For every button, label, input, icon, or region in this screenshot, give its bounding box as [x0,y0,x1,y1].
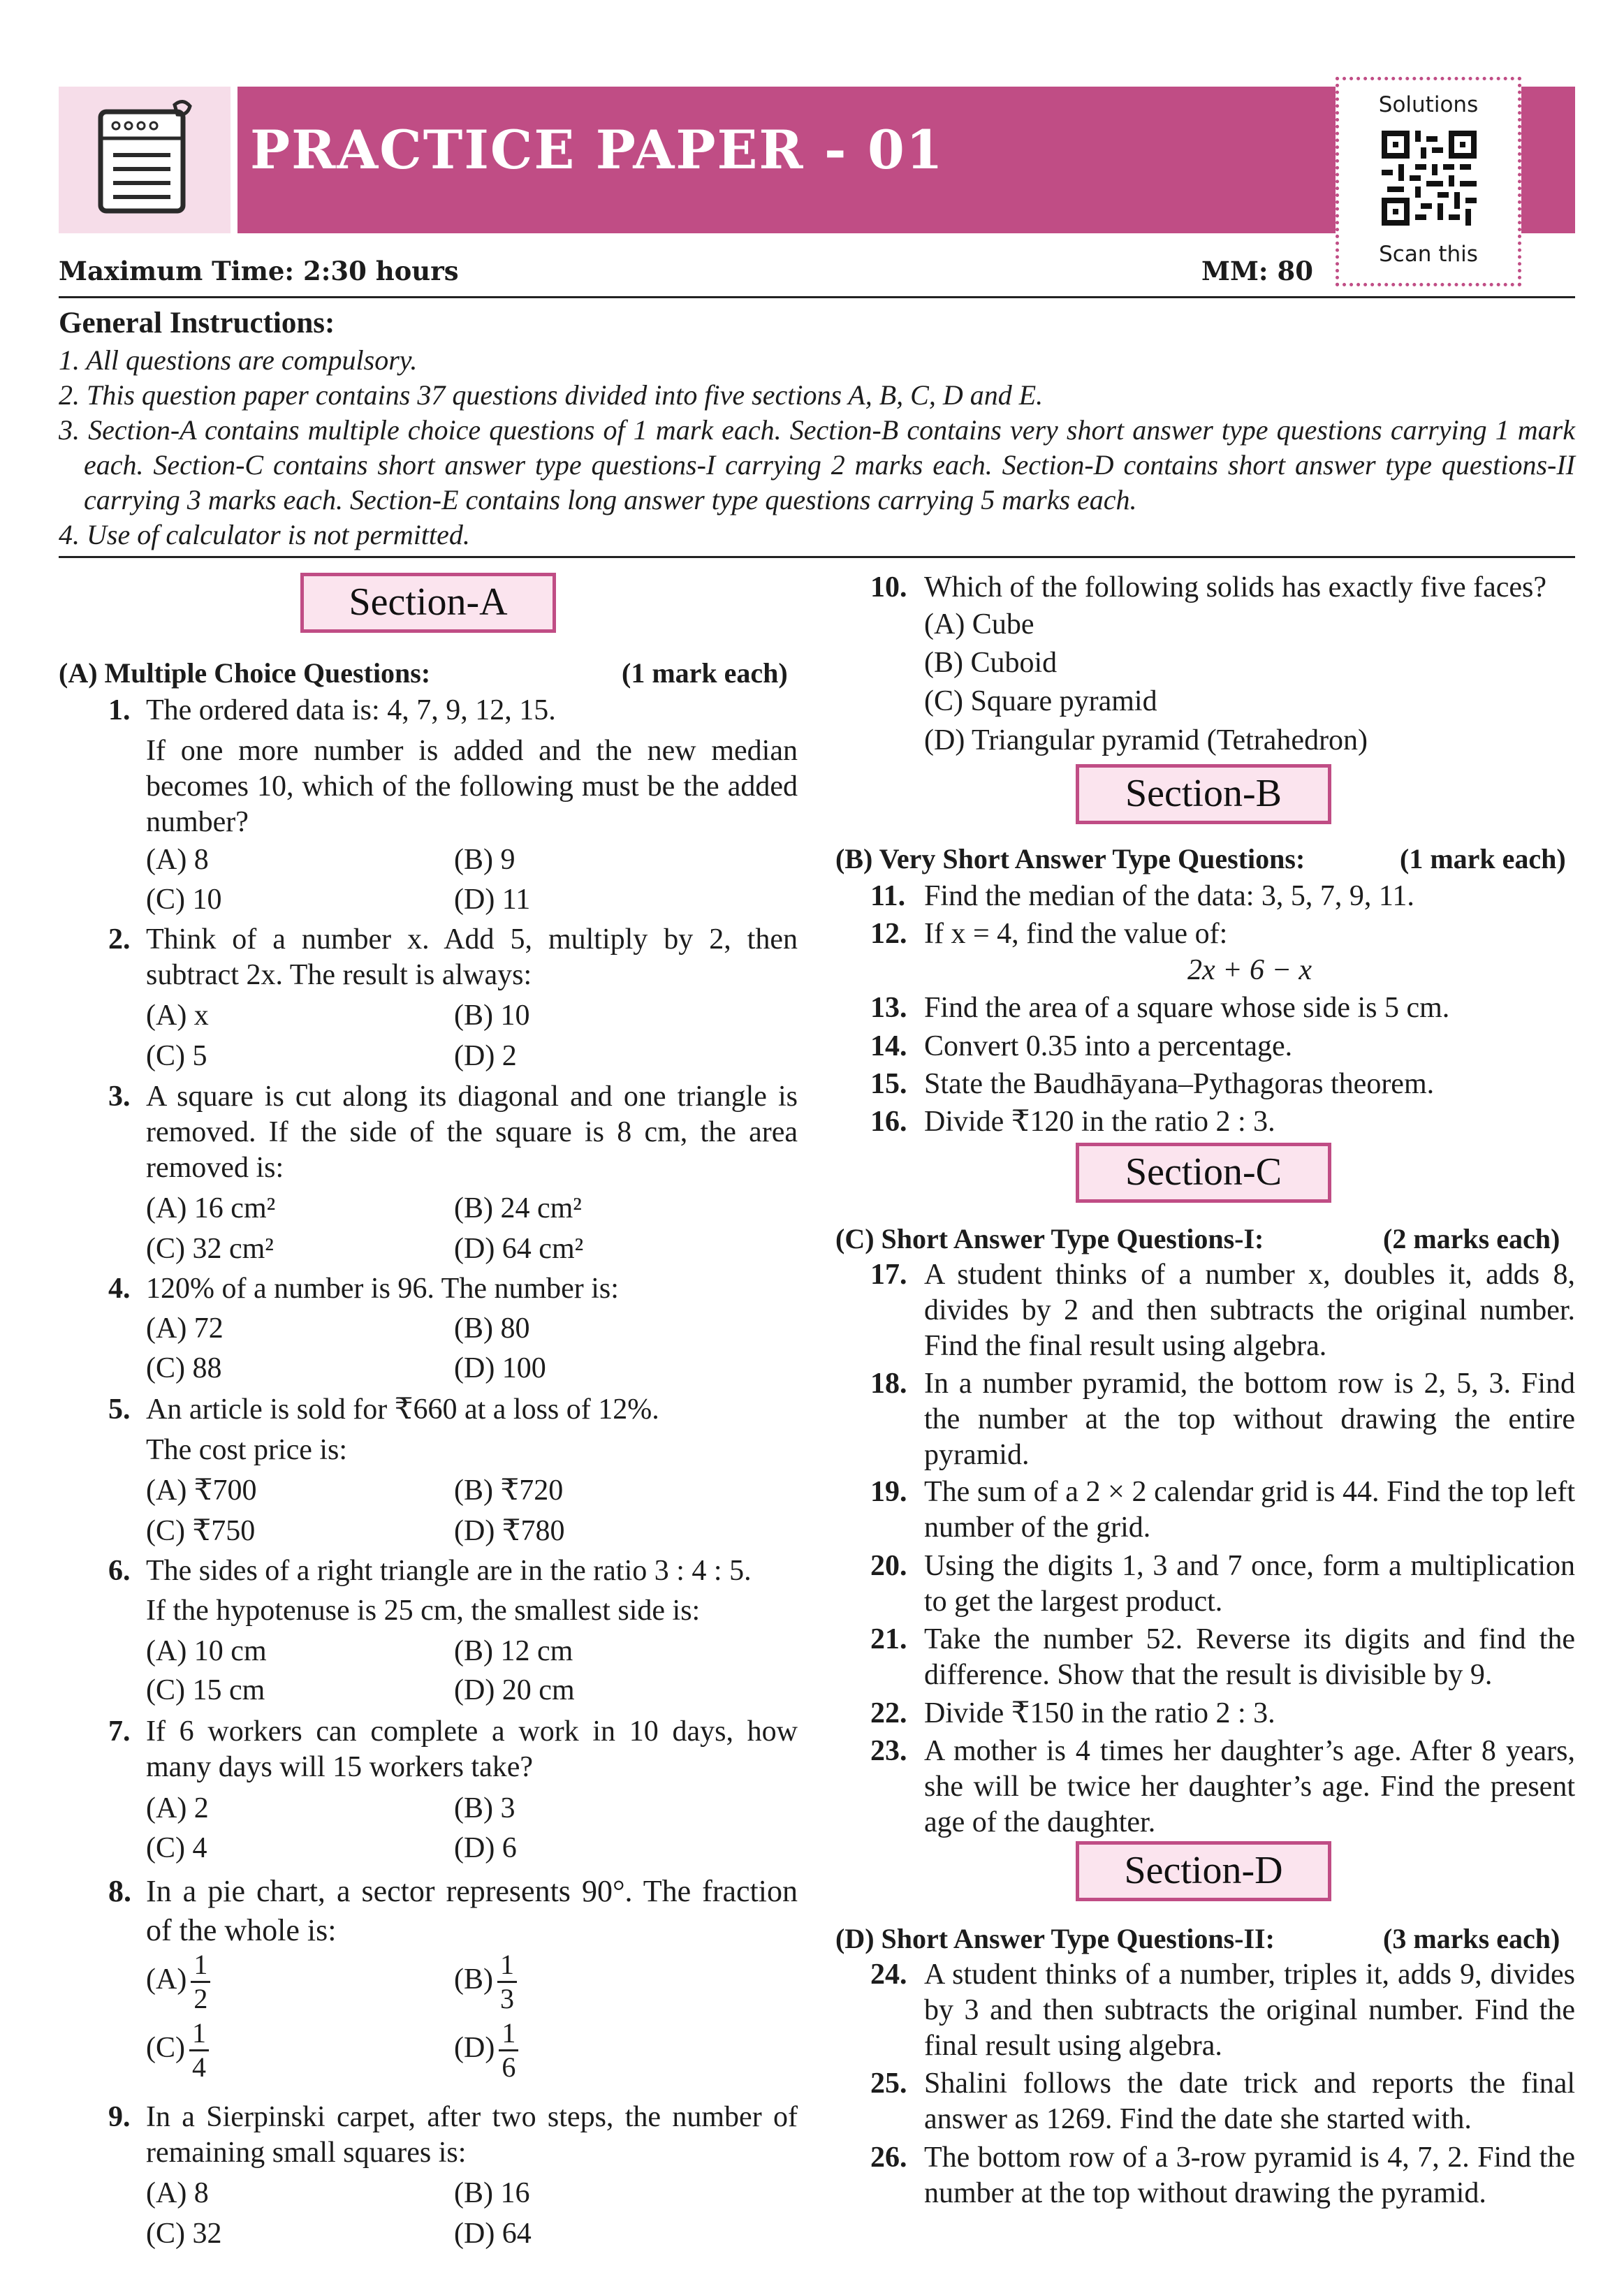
question-5-text: The cost price is: [146,1434,348,1466]
question-number: 5. [108,1393,131,1426]
question-text: In a number pyramid, the bottom row is 2, 5, 3. Find the number at the top without drawing the entire pyramid. [924,1368,1575,1471]
option-c[interactable]: (C) 5 [146,1040,207,1072]
option-b[interactable]: (B) 3 [454,1792,515,1824]
fraction [191,1949,210,2015]
max-time: Maximum Time: 2:30 hours [59,256,459,286]
denominator: 2 [193,1983,208,2014]
question-text: 120% of a number is 96. The number is: [146,1273,619,1305]
question-number: 20. [870,1550,907,1582]
question-10 [870,570,1575,608]
section-c-title: Section-C [1076,1143,1331,1203]
option-d[interactable]: (D) 2 [454,1040,517,1072]
divider [59,556,1575,558]
numerator: 1 [499,2017,518,2051]
question-text: Take the number 52. Reverse its digits and find the difference. Show that the result is divisible by 9. [924,1623,1575,1691]
option-c[interactable]: (C) 10 [146,884,222,916]
denominator: 3 [500,1983,514,2014]
question-11 [870,879,1575,917]
question-21 [870,1622,1575,1699]
question-number: 23. [870,1735,907,1767]
question-19 [870,1474,1575,1551]
question-text: Convert 0.35 into a percentage. [924,1030,1293,1062]
option-c[interactable]: (C) 32 cm² [146,1233,274,1265]
question-text: Shalini follows the date trick and reports the final answer as 1269. Find the date she started with. [924,2067,1575,2135]
denominator: 4 [192,2051,206,2083]
option-label: (B) [454,1963,493,1996]
question-13 [870,990,1575,1029]
question-number: 6. [108,1555,131,1587]
question-text: State the Baudhāyana–Pythagoras theorem. [924,1068,1435,1100]
question-number: 8. [108,1874,131,1908]
question-number: 25. [870,2067,907,2100]
question-3 [108,1079,798,1191]
question-15 [870,1067,1575,1105]
option-a[interactable]: (A) 8 [146,2177,209,2209]
question-text: An article is sold for ₹660 at a loss of 12%. [146,1393,659,1426]
question-text: Divide ₹120 in the ratio 2 : 3. [924,1106,1275,1138]
section-a-title: Section-A [300,573,556,633]
page-title: PRACTICE PAPER - 01 [250,119,944,181]
qr-bottom-label: Scan this [1379,242,1478,267]
option-d[interactable]: (D) 64 cm² [454,1233,584,1265]
section-b-title: Section-B [1076,764,1331,824]
section-a-group: (A) Multiple Choice Questions: [59,657,431,689]
numerator: 1 [191,1949,210,1983]
question-number: 16. [870,1106,907,1138]
instruction-line: carrying 3 marks each. Section-E contains long answer type questions carrying 5 marks each. [84,484,1137,515]
question-24 [870,1957,1575,2069]
section-b-marks: (1 mark each) [1400,843,1566,874]
instructions-heading: General Instructions: [59,307,335,339]
denominator: 6 [502,2051,516,2083]
question-20 [870,1549,1575,1625]
header-icon-panel [59,87,231,233]
question-7 [108,1714,798,1791]
option-c[interactable] [146,2017,209,2084]
question-14 [870,1029,1575,1067]
question-text: Using the digits 1, 3 and 7 once, form a multiplication to get the largest product. [924,1550,1575,1618]
question-number: 7. [108,1715,131,1748]
option-d[interactable]: (D) ₹780 [454,1515,565,1547]
instruction-line: 4. Use of calculator is not permitted. [59,519,470,550]
numerator: 1 [497,1949,517,1983]
question-12 [870,916,1575,955]
option-label: (D) [454,2032,495,2065]
instruction-line: 2. This question paper contains 37 questions divided into five sections A, B, C, D and E. [59,379,1044,411]
section-d-marks: (3 marks each) [1383,1923,1560,1954]
question-number: 13. [870,992,907,1024]
question-number: 10. [870,571,907,603]
question-text: In a Sierpinski carpet, after two steps, the number of remaining small squares is: [146,2101,798,2169]
option-d[interactable]: (D) 64 [454,2218,532,2250]
question-number: 24. [870,1959,907,1991]
option-b[interactable] [454,1949,517,2015]
option-a[interactable]: (A) 8 [146,844,209,876]
option-d[interactable] [454,2017,518,2084]
question-1-text: If one more number is added and the new median becomes 10, which of the following must be the added number? [146,735,798,838]
question-text: If 6 workers can complete a work in 10 days, how many days will 15 workers take? [146,1715,798,1783]
section-a-marks: (1 mark each) [622,657,788,689]
qr-code-icon[interactable] [1382,131,1477,226]
question-text: Which of the following solids has exactly five faces? [924,571,1547,603]
question-text: A square is cut along its diagonal and one triangle is removed. If the side of the square is 8 cm, the area removed is: [146,1081,798,1184]
option-c[interactable]: (C) 32 [146,2218,222,2250]
option-b[interactable]: (B) ₹720 [454,1474,564,1507]
question-text: Think of a number x. Add 5, multiply by 2, then subtract 2x. The result is always: [146,923,798,991]
question-text: The sum of a 2 × 2 calendar grid is 44. Find the top left number of the grid. [924,1476,1575,1544]
question-number: 4. [108,1273,131,1305]
question-text: The ordered data is: 4, 7, 9, 12, 15. [146,694,556,726]
section-d-group: (D) Short Answer Type Questions-II: [835,1923,1275,1954]
option-a[interactable]: (A) 2 [146,1792,209,1824]
option-d[interactable]: (D) 6 [454,1832,517,1864]
question-number: 19. [870,1476,907,1508]
option-c[interactable]: (C) ₹750 [146,1515,256,1547]
option-a[interactable]: (A) Cube [924,608,1034,640]
question-number: 17. [870,1259,907,1291]
max-marks: MM: 80 [1201,256,1313,286]
instruction-line: 3. Section-A contains multiple choice questions of 1 mark each. Section-B contains very short answer type questions carrying 1 mark [59,414,1575,446]
option-b[interactable]: (B) 12 cm [454,1635,573,1667]
question-number: 18. [870,1368,907,1400]
question-text: The bottom row of a 3-row pyramid is 4, 7, 2. Find the number at the top without drawing the pyramid. [924,2142,1575,2209]
question-23 [870,1734,1575,1845]
question-8 [108,1872,798,1956]
option-d[interactable]: (D) 11 [454,884,531,916]
question-17 [870,1257,1575,1369]
question-25 [870,2066,1575,2143]
question-22 [870,1696,1575,1734]
option-b[interactable]: (B) 10 [454,1000,530,1032]
question-text: Find the area of a square whose side is 5 cm. [924,992,1450,1024]
question-text: Divide ₹150 in the ratio 2 : 3. [924,1697,1275,1729]
question-text: If x = 4, find the value of: [924,918,1228,950]
question-number: 1. [108,694,131,726]
option-c[interactable]: (C) 88 [146,1352,222,1384]
option-c[interactable]: (C) Square pyramid [924,685,1157,717]
question-text: In a pie chart, a sector represents 90°. The fraction of the whole is: [146,1874,798,1947]
numerator: 1 [189,2017,209,2051]
option-label: (A) [146,1963,187,1996]
option-d[interactable]: (D) Triangular pyramid (Tetrahedron) [924,724,1368,756]
option-label: (C) [146,2032,185,2065]
question-number: 26. [870,2142,907,2174]
question-text: A student thinks of a number x, doubles it, adds 8, divides by 2 and then subtracts the original number. Find the final result using algebra. [924,1259,1575,1362]
question-9 [108,2100,798,2176]
option-b[interactable]: (B) 24 cm² [454,1192,582,1224]
option-a[interactable]: (A) ₹700 [146,1474,257,1507]
question-text: A mother is 4 times her daughter’s age. After 8 years, she will be twice her daughter’s age. Find the present age of the daughter. [924,1735,1575,1838]
question-5 [108,1392,798,1430]
question-text: Find the median of the data: 3, 5, 7, 9, 11. [924,880,1414,912]
option-c[interactable]: (C) 15 cm [146,1674,265,1706]
section-b-group: (B) Very Short Answer Type Questions: [835,843,1305,874]
exam-paper-icon [59,87,231,233]
option-d[interactable]: (D) 20 cm [454,1674,575,1706]
question-number: 14. [870,1030,907,1062]
question-number: 11. [870,880,906,912]
option-a[interactable]: (A) 10 cm [146,1635,267,1667]
question-6 [108,1553,798,1592]
question-16 [870,1104,1575,1143]
option-a[interactable]: (A) x [146,1000,209,1032]
question-number: 3. [108,1081,131,1113]
question-text: A student thinks of a number, triples it, adds 9, divides by 3 and then subtracts the original number. Find the final result using algebra. [924,1959,1575,2062]
option-a[interactable] [146,1949,210,2015]
question-4 [108,1271,798,1310]
question-26 [870,2140,1575,2252]
section-c-group: (C) Short Answer Type Questions-I: [835,1223,1264,1254]
option-a[interactable]: (A) 72 [146,1312,224,1345]
option-b[interactable]: (B) Cuboid [924,647,1058,679]
question-number: 15. [870,1068,907,1100]
section-d-title: Section-D [1076,1841,1331,1901]
option-b[interactable]: (B) 9 [454,844,515,876]
option-d[interactable]: (D) 100 [454,1352,546,1384]
question-18 [870,1366,1575,1478]
option-b[interactable]: (B) 80 [454,1312,530,1345]
question-number: 21. [870,1623,907,1655]
instruction-line: 1. All questions are compulsory. [59,344,418,376]
question-2 [108,922,798,999]
option-b[interactable]: (B) 16 [454,2177,530,2209]
fraction [499,2017,518,2084]
qr-top-label: Solutions [1378,92,1479,117]
question-1 [108,693,798,735]
question-number: 2. [108,923,131,956]
divider [59,296,1575,298]
fraction [189,2017,209,2084]
question-text: The sides of a right triangle are in the ratio 3 : 4 : 5. [146,1555,752,1587]
expression: 2x + 6 − x [1187,954,1312,986]
option-a[interactable]: (A) 16 cm² [146,1192,276,1224]
fraction [497,1949,517,2015]
question-number: 22. [870,1697,907,1729]
question-number: 12. [870,918,907,950]
option-c[interactable]: (C) 4 [146,1832,207,1864]
question-6-text: If the hypotenuse is 25 cm, the smallest side is: [146,1595,701,1627]
question-number: 9. [108,2101,131,2133]
section-c-marks: (2 marks each) [1383,1223,1560,1254]
instruction-line: each. Section-C contains short answer type questions-I carrying 2 marks each. Section-D contains short answer type questions-II [84,449,1575,481]
